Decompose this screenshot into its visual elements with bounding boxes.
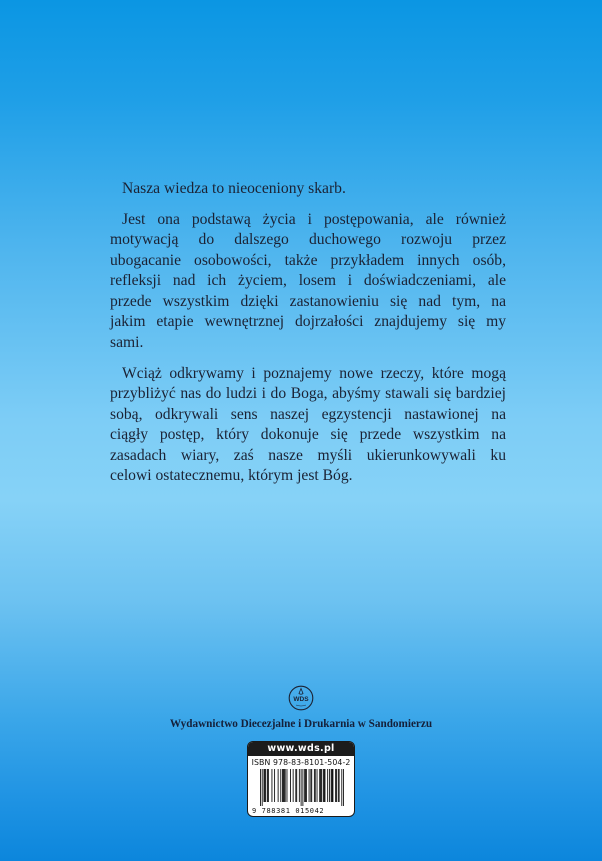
barcode-bar bbox=[267, 769, 268, 802]
paragraph-1 bbox=[110, 179, 506, 200]
barcode-bar bbox=[280, 769, 281, 802]
text-line: sobą, odkrywali sens naszej egzystencji nastawionej na bbox=[110, 405, 506, 423]
barcode-bar bbox=[323, 769, 324, 802]
text-line: zasadach wiary, zaś nasze myśli ukierunkowywali ku bbox=[110, 446, 506, 464]
isbn-barcode-label bbox=[247, 741, 355, 817]
barcode-bar bbox=[315, 769, 316, 802]
barcode-bar bbox=[278, 769, 279, 802]
text-line: Wciąż odkrywamy i poznajemy nowe rzeczy, które mogą bbox=[122, 364, 506, 382]
barcode-bar bbox=[271, 769, 272, 802]
website-url: www.wds.pl bbox=[248, 742, 354, 756]
barcode-bar bbox=[296, 769, 297, 802]
barcode-bar bbox=[310, 769, 311, 802]
barcode-bar bbox=[331, 769, 332, 802]
barcode-bar bbox=[332, 769, 333, 802]
barcode-bar bbox=[283, 769, 284, 802]
text-line: motywacją do dalszego duchowego rozwoju przez bbox=[110, 231, 506, 249]
barcode-bar bbox=[282, 769, 283, 802]
publisher-name: Wydawnictwo Diecezjalne i Drukarnia w Sandomierzu bbox=[169, 718, 433, 730]
text-line: Jest ona podstawą życia i postępowania, ale również bbox=[122, 210, 506, 228]
text-line: sami. bbox=[110, 333, 144, 351]
barcode-bar bbox=[329, 769, 330, 802]
barcode-bar bbox=[285, 769, 286, 802]
barcode-bar bbox=[260, 769, 261, 806]
barcode-bar bbox=[287, 769, 288, 802]
barcode-bar bbox=[264, 769, 265, 802]
text-line: przybliżyć nas do ludzi i do Boga, abyśmy stawali się bardziej bbox=[110, 385, 506, 403]
barcode-bar bbox=[314, 769, 315, 802]
barcode-bar bbox=[319, 769, 320, 802]
barcode-bar bbox=[333, 769, 334, 802]
text-line: celowi ostatecznemu, którym jest Bóg. bbox=[110, 467, 353, 485]
barcode-bar bbox=[324, 769, 325, 802]
barcode-bar bbox=[317, 769, 318, 802]
barcode-bar bbox=[306, 769, 307, 802]
barcode-bar bbox=[264, 769, 265, 802]
ean-digits: 9 788381 015042 bbox=[252, 807, 325, 815]
barcode-bar bbox=[325, 769, 326, 802]
barcode-bar bbox=[338, 769, 339, 802]
text-line: refleksji nad ich życiem, losem i doświadczeniami, ale bbox=[110, 272, 506, 290]
isbn-number: ISBN 978-83-8101-504-2 bbox=[251, 758, 351, 767]
barcode-bar bbox=[311, 769, 312, 802]
barcode-bar bbox=[295, 769, 296, 802]
logo-text: WDS bbox=[293, 696, 309, 703]
text-line: ciągły postęp, który dokonuje się przede wszystkim na bbox=[110, 426, 506, 444]
text-line: jakim etapie wewnętrznej dojrzałości znajdujemy się my bbox=[110, 313, 506, 331]
barcode-bar bbox=[336, 769, 337, 802]
barcode-bar bbox=[262, 769, 263, 806]
barcode-bar bbox=[290, 769, 291, 802]
barcode-bar bbox=[339, 769, 340, 802]
paragraph-2 bbox=[110, 210, 506, 354]
barcode-bar bbox=[274, 769, 275, 802]
barcode-bar bbox=[299, 769, 300, 802]
barcode-bar bbox=[301, 769, 302, 806]
paragraph-3 bbox=[110, 364, 506, 487]
text-line: przede wszystkim dzięki zastanowieniu się nad tym, na bbox=[110, 292, 506, 310]
barcode-bar bbox=[304, 769, 305, 802]
barcode-bar bbox=[309, 769, 310, 802]
barcode-bar bbox=[343, 769, 344, 806]
barcode-bar bbox=[265, 769, 266, 802]
barcode-bar bbox=[335, 769, 336, 802]
barcode-bar bbox=[320, 769, 321, 802]
barcode-bar bbox=[302, 769, 303, 806]
text-line: Nasza wiedza to nieoceniony skarb. bbox=[122, 180, 346, 197]
back-cover-text bbox=[110, 179, 506, 497]
barcode-bar bbox=[321, 769, 322, 802]
barcode-bar bbox=[284, 769, 285, 802]
barcode-bar bbox=[341, 769, 342, 806]
barcode-bar bbox=[268, 769, 269, 802]
wds-logo-icon bbox=[288, 685, 314, 711]
barcode-bar bbox=[327, 769, 328, 802]
text-line: ubogacanie osobowości, także przykładem innych osób, bbox=[110, 251, 506, 269]
barcode bbox=[260, 769, 344, 806]
barcode-bar bbox=[293, 769, 294, 802]
barcode-bar bbox=[305, 769, 306, 802]
